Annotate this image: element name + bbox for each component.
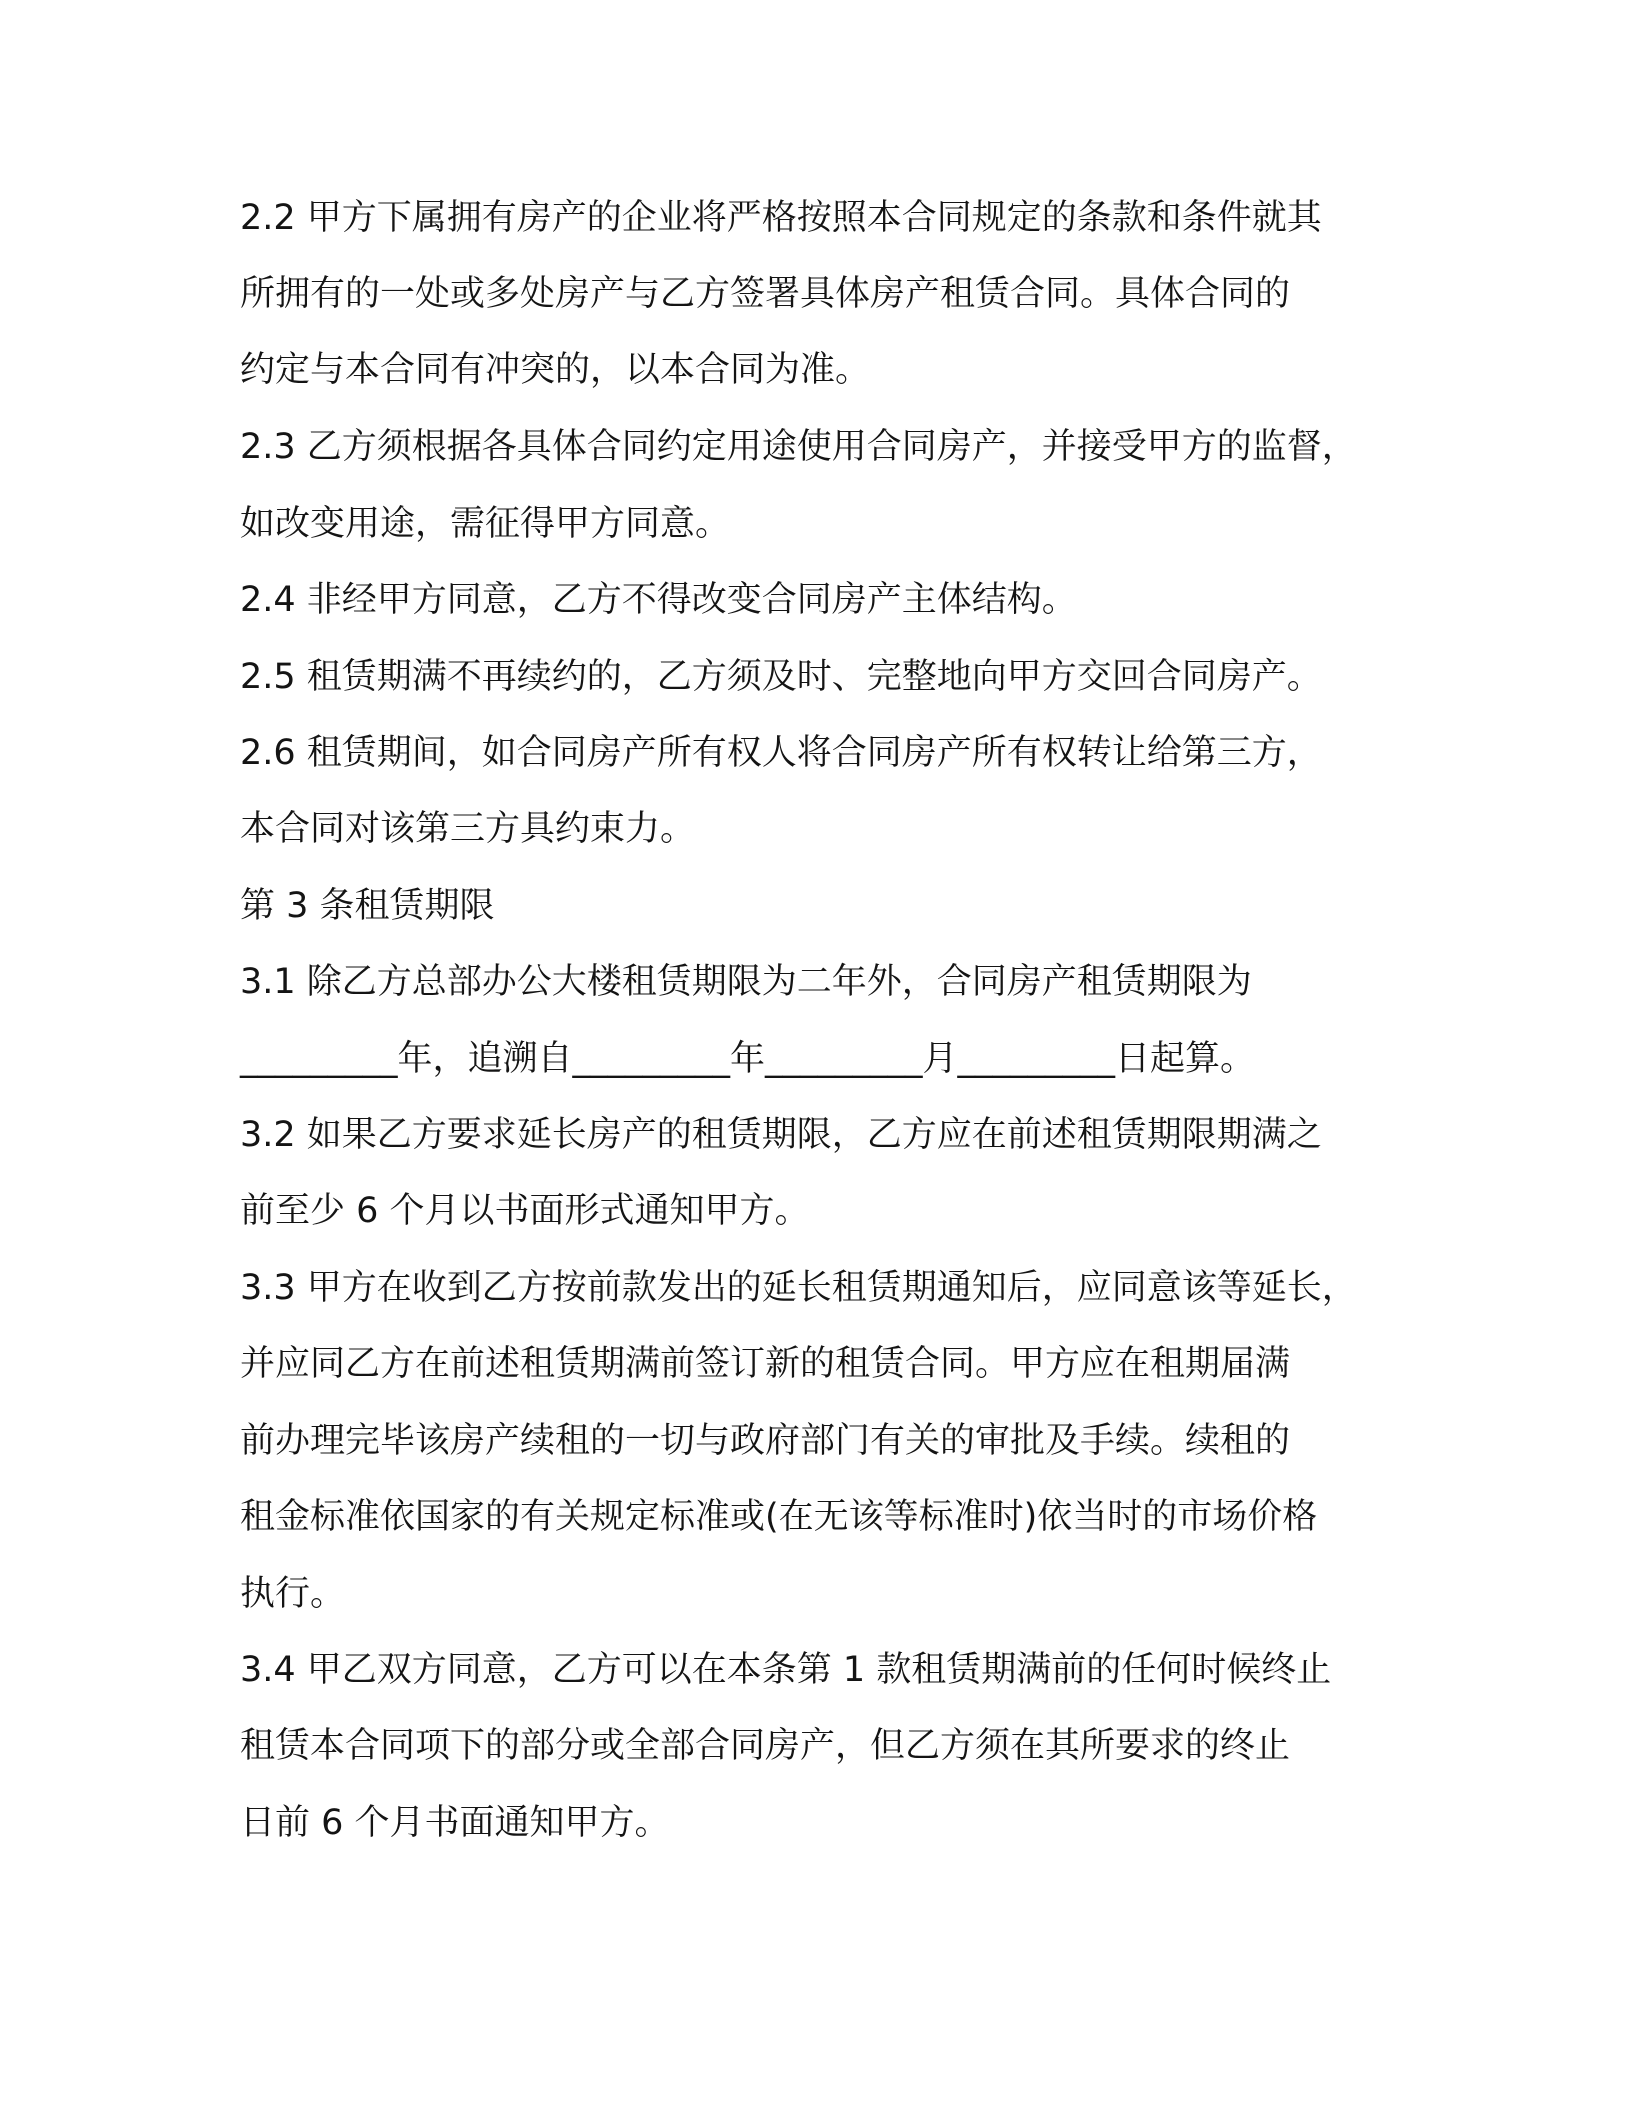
clause-3-3-line-1: 3.3 甲方在收到乙方按前款发出的延长租赁期通知后，应同意该等延长， — [240, 1268, 1357, 1308]
clause-3-4-line-3: 日前 6 个月书面通知甲方。 — [240, 1803, 670, 1843]
clause-2-2-line-2: 所拥有的一处或多处房产与乙方签署具体房产租赁合同。具体合同的 — [240, 274, 1291, 314]
clause-3-4-line-2: 租赁本合同项下的部分或全部合同房产，但乙方须在其所要求的终止 — [240, 1726, 1291, 1766]
clause-2-6-line-2: 本合同对该第三方具约束力。 — [240, 809, 696, 849]
clause-2-2-line-1: 2.2 甲方下属拥有房产的企业将严格按照本合同规定的条款和条件就其 — [240, 198, 1322, 238]
clause-2-3-line-2: 如改变用途，需征得甲方同意。 — [240, 504, 731, 544]
clause-2-3-line-1: 2.3 乙方须根据各具体合同约定用途使用合同房产，并接受甲方的监督， — [240, 427, 1357, 467]
clause-2-6-line-1: 2.6 租赁期间，如合同房产所有权人将合同房产所有权转让给第三方， — [240, 733, 1322, 773]
clause-3-3-line-3: 前办理完毕该房产续租的一切与政府部门有关的审批及手续。续租的 — [240, 1421, 1291, 1461]
clause-3-4-line-1: 3.4 甲乙双方同意，乙方可以在本条第 1 款租赁期满前的任何时候终止 — [240, 1650, 1332, 1690]
clause-2-4-line: 2.4 非经甲方同意，乙方不得改变合同房产主体结构。 — [240, 580, 1077, 620]
clause-3-2-line-1: 3.2 如果乙方要求延长房产的租赁期限，乙方应在前述租赁期限期满之 — [240, 1115, 1322, 1155]
clause-3-1-line-2: _________年，追溯自_________年_________月_________日起算。 — [240, 1039, 1256, 1079]
clause-2-5-line: 2.5 租赁期满不再续约的，乙方须及时、完整地向甲方交回合同房产。 — [240, 657, 1322, 697]
clause-3-1-line-1: 3.1 除乙方总部办公大楼租赁期限为二年外，合同房产租赁期限为 — [240, 962, 1252, 1002]
clause-2-2-line-3: 约定与本合同有冲突的，以本合同为准。 — [240, 350, 871, 390]
clause-3-3-line-2: 并应同乙方在前述租赁期满前签订新的租赁合同。甲方应在租期届满 — [240, 1344, 1291, 1384]
clause-3-3-line-5: 执行。 — [240, 1574, 346, 1614]
article-3-heading: 第 3 条租赁期限 — [240, 886, 495, 926]
clause-3-2-line-2: 前至少 6 个月以书面形式通知甲方。 — [240, 1191, 810, 1231]
clause-3-3-line-4: 租金标准依国家的有关规定标准或(在无该等标准时)依当时的市场价格 — [240, 1497, 1318, 1537]
